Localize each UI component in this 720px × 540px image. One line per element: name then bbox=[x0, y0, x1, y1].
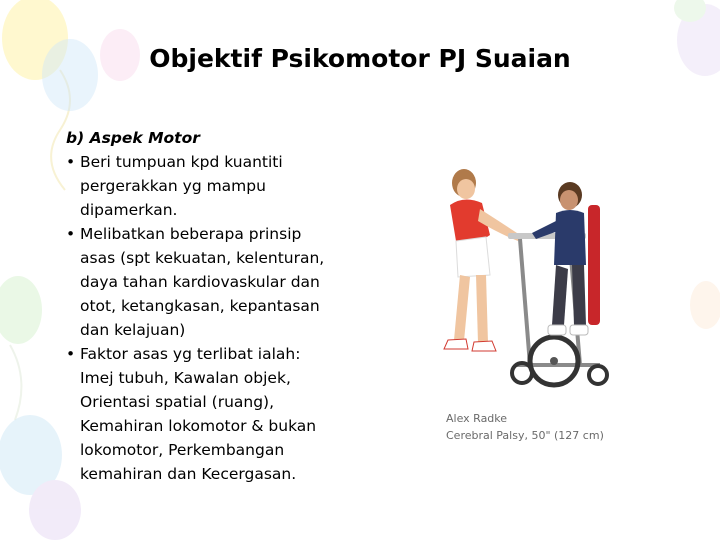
bullet-icon: • bbox=[66, 153, 76, 171]
bullet-line: pergerakkan yg mampu bbox=[80, 177, 266, 195]
bullet-line: Faktor asas yg terlibat ialah: bbox=[80, 345, 301, 363]
left-green-balloon-icon bbox=[0, 276, 42, 420]
photo-caption bbox=[446, 410, 604, 444]
woman-figure-icon bbox=[444, 169, 520, 351]
right-balloon-icon bbox=[690, 281, 720, 329]
slide-body bbox=[66, 126, 386, 486]
bullet-line: Imej tubuh, Kawalan objek, bbox=[80, 369, 291, 387]
bullet-line: lokomotor, Perkembangan bbox=[80, 441, 285, 459]
caption-name: Alex Radke bbox=[446, 412, 508, 425]
bullet-line: daya tahan kardiovaskular dan bbox=[80, 273, 320, 291]
bullet-line: dipamerkan. bbox=[80, 201, 178, 219]
bullet-icon: • bbox=[66, 225, 76, 243]
child-figure-icon bbox=[532, 182, 588, 335]
bullet-line: otot, ketangkasan, kepantasan bbox=[80, 297, 320, 315]
bullet-line: kemahiran dan Kecergasan. bbox=[80, 465, 297, 483]
bullet-item bbox=[66, 150, 386, 222]
bullet-line: asas (spt kekuatan, kelenturan, bbox=[80, 249, 325, 267]
bullet-line: Beri tumpuan kpd kuantiti bbox=[80, 153, 283, 171]
bullet-item bbox=[66, 342, 386, 486]
bullet-line: dan kelajuan) bbox=[80, 321, 186, 339]
bullet-icon: • bbox=[66, 345, 76, 363]
bullet-line: Orientasi spatial (ruang), bbox=[80, 393, 275, 411]
bullet-item bbox=[66, 222, 386, 342]
bullet-line: Kemahiran lokomotor & bukan bbox=[80, 417, 317, 435]
caption-detail: Cerebral Palsy, 50" (127 cm) bbox=[446, 429, 604, 442]
section-heading: b) Aspek Motor bbox=[66, 129, 200, 147]
bullet-line: Melibatkan beberapa prinsip bbox=[80, 225, 302, 243]
slide-title: Objektif Psikomotor PJ Suaian bbox=[149, 44, 571, 73]
